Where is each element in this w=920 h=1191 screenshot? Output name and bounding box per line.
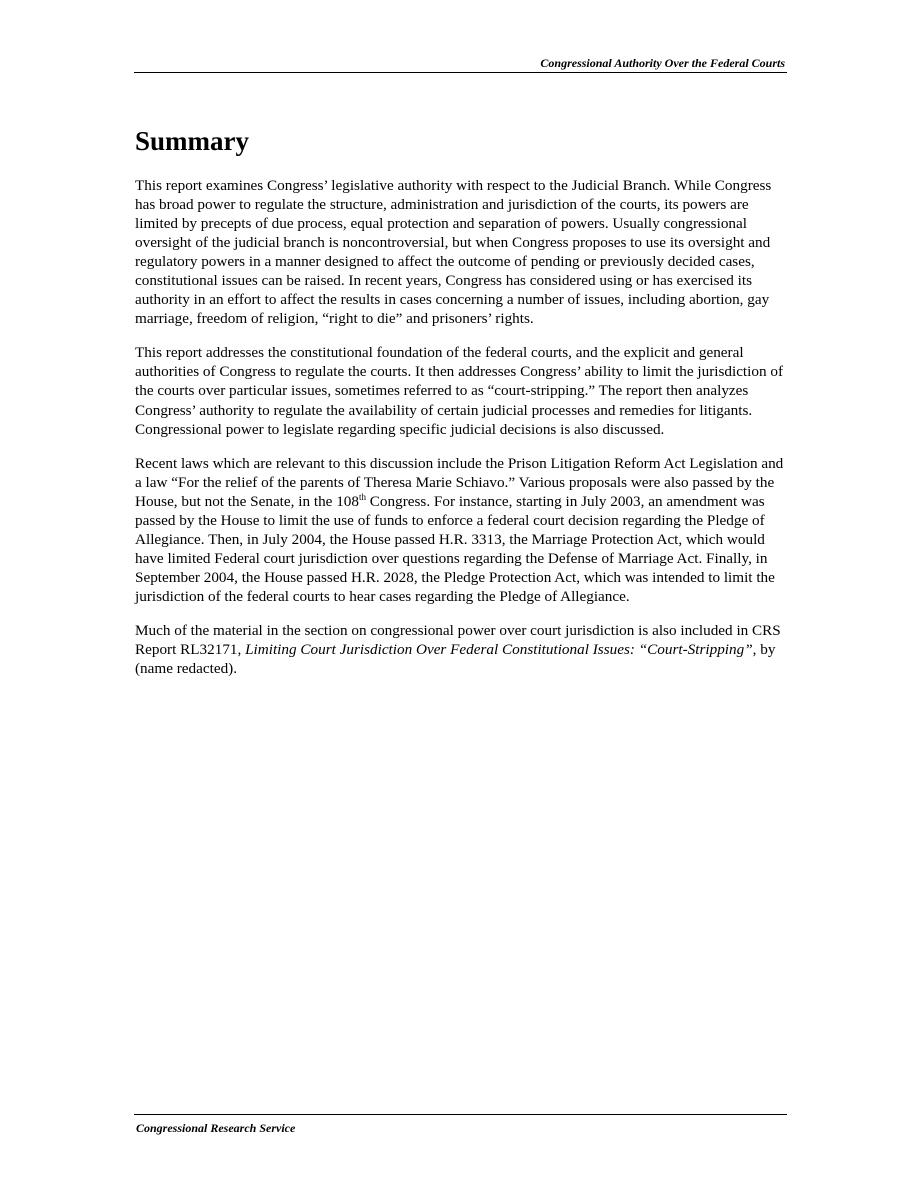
paragraph-3-text-start: Recent laws which are relevant to this discussion include the Prison Litigation Reform Act Legislation and a law “For the relief of the parents of Theresa Marie Schiavo.” Various proposals were also passed by the House, but not the Senate, in the 108 <box>135 454 784 510</box>
footer-organization: Congressional Research Service <box>136 1121 296 1135</box>
summary-paragraph-4 <box>135 621 787 678</box>
paragraph-4-text-end: , by (name redacted). <box>135 641 776 678</box>
summary-paragraph-3 <box>135 454 787 606</box>
ordinal-superscript: th <box>358 491 366 502</box>
crs-report-title: Limiting Court Jurisdiction Over Federal Constitutional Issues: “Court-Stripping” <box>245 641 753 659</box>
header-divider <box>134 72 787 73</box>
summary-body <box>135 176 787 693</box>
summary-paragraph-2: This report addresses the constitutional foundation of the federal courts, and the explicit and general authorities of Congress to regulate the courts. It then addresses Congress’ ability to limit the jurisdiction of the courts over particular issues, sometimes referred to as “court-stripping.” The report then analyzes Congress’ authority to regulate the availability of certain judicial processes and remedies for litigants. Congressional power to legislate regarding specific judicial decisions is also discussed. <box>135 344 784 438</box>
running-header-title: Congressional Authority Over the Federal Courts <box>540 56 785 70</box>
paragraph-4-text-start: Much of the material in the section on congressional power over court jurisdiction is also included in CRS Report RL32171, <box>135 621 781 659</box>
summary-heading: Summary <box>135 126 249 156</box>
paragraph-3-text-end: Congress. For instance, starting in July 2003, an amendment was passed by the House to limit the use of funds to enforce a federal court decision regarding the Pledge of Allegiance. Then, in July 2004, the House passed H.R. 3313, the Marriage Protection Act, which would have limited Federal court jurisdiction over questions regarding the Defense of Marriage Act. Finally, in September 2004, the House passed H.R. 2028, the Pledge Protection Act, which was intended to limit the jurisdiction of the federal courts to hear cases regarding the Pledge of Allegiance. <box>135 492 775 605</box>
summary-paragraph-1: This report examines Congress’ legislative authority with respect to the Judicial Branch. While Congress has broad power to regulate the structure, administration and jurisdiction of the courts, its powers are limited by precepts of due process, equal protection and separation of powers. Usually congressional oversight of the judicial branch is noncontroversial, but when Congress proposes to use its oversight and regulatory powers in a manner designed to affect the outcome of pending or previously decided cases, constitutional issues can be raised. In recent years, Congress has considered using or has exercised its authority in an effort to affect the results in cases concerning a number of issues, including abortion, gay marriage, freedom of religion, “right to die” and prisoners’ rights. <box>135 177 772 328</box>
footer-divider <box>134 1114 787 1115</box>
